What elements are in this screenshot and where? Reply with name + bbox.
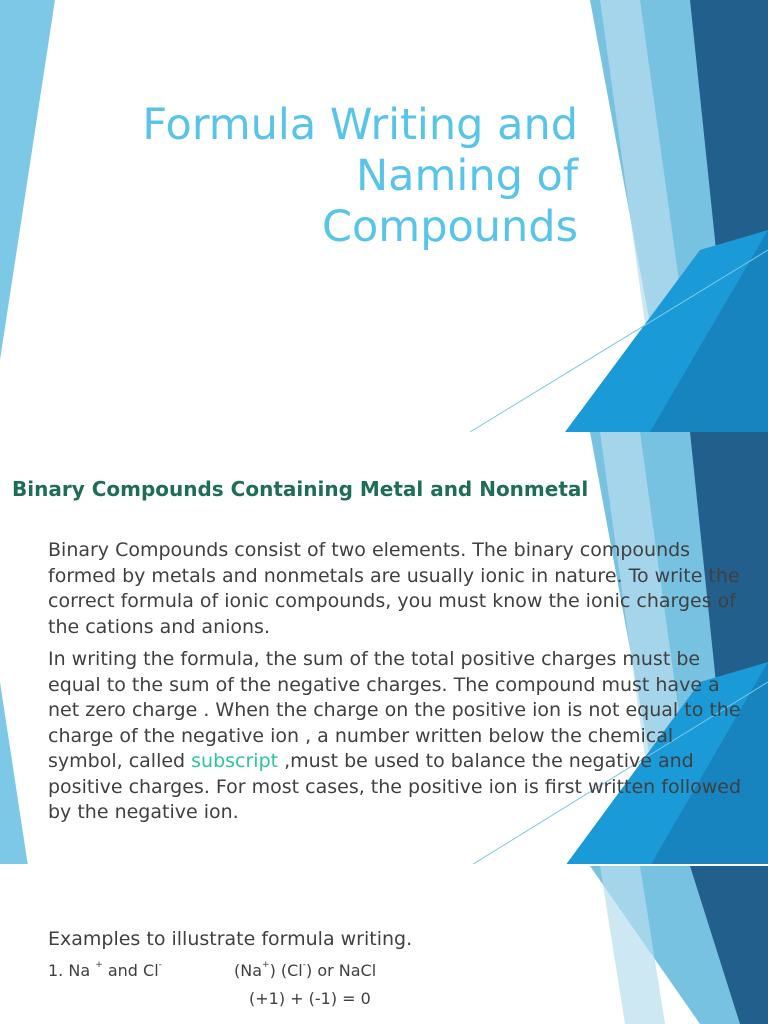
title-line-2: Naming of [355,151,578,201]
examples-slide [0,866,768,1024]
title-slide [0,0,768,432]
example-1-formula: (Na+) (Cl-) or NaCl [234,960,377,980]
paragraph-1: Binary Compounds consist of two elements. The binary compounds formed by metals and nonmetals are usually ionic in nature. To write the correct formula of ionic compounds, you must know the ionic charges of the cations and anions. [48,539,740,638]
section-heading: Binary Compounds Containing Metal and Nonmetal [12,477,589,501]
paragraph-2-end: ,must be used to balance the negative and positive charges. For most cases, the positive ion is first written followed by the negative ion. [48,750,742,823]
example-1-charge-sum: (+1) + (-1) = 0 [249,989,371,1008]
examples-heading: Examples to illustrate formula writing. [48,928,413,950]
paragraph-2 [48,647,743,826]
body-text [48,538,743,833]
slide-title [58,100,578,253]
content-slide [0,432,768,864]
title-line-3: Compounds [321,202,578,252]
paragraph-2-start: In writing the formula, the sum of the total positive charges must be equal to the sum of the negative charges. The compound must have a net zero charge . When the charge on the positive ion is not equal to the charge of the negative ion , a number written below the chemical symbol, called [48,648,741,772]
subscript-keyword: subscript [191,750,279,772]
example-1-ions: 1. Na + and Cl- [48,960,162,980]
title-line-1: Formula Writing and [142,100,578,150]
